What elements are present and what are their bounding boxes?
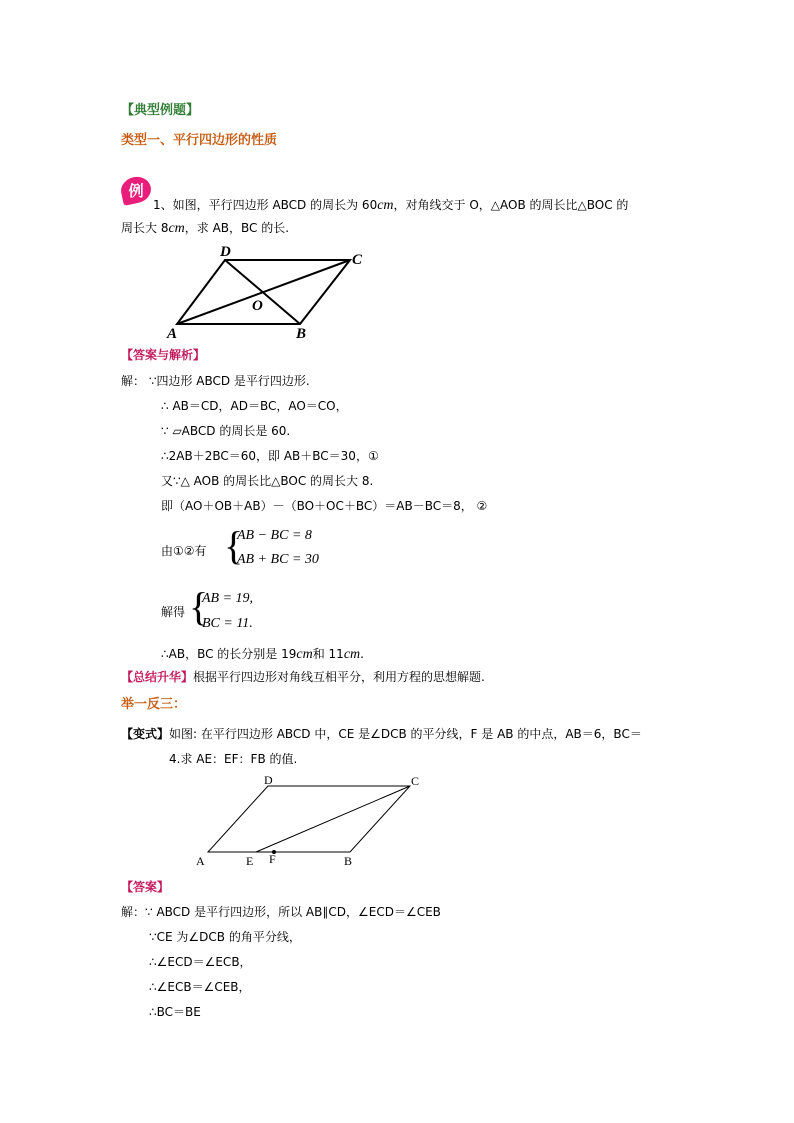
variant-label: 【变式】	[121, 727, 170, 741]
fig2-label-b: B	[344, 854, 353, 868]
summary-label: 【总结升华】	[121, 670, 194, 684]
system1-eq1: AB − BC = 8	[237, 528, 312, 543]
problem1-line1: 1、如图，平行四边形 ABCD 的周长为 60cm，对角线交于 O，△AOB 的周长比△BOC 的	[153, 198, 629, 213]
answer-line-5: ∴BC＝BE	[149, 1005, 201, 1019]
practice-heading: 举一反三：	[121, 697, 187, 712]
system1-eq2: AB + BC = 30	[237, 552, 319, 567]
fig2-label-c: C	[411, 774, 420, 788]
variant-text: 如图: 在平行四边形 ABCD 中，CE 是∠DCB 的平分线，F 是 AB 的中点，AB＝6，BC＝	[169, 727, 642, 741]
system1-prefix: 由①②有	[161, 544, 207, 558]
type1-heading: 类型一、平行四边形的性质	[121, 133, 278, 148]
solution-line-1: 解： ∵四边形 ABCD 是平行四边形.	[121, 374, 310, 388]
fig1-label-d: D	[220, 244, 231, 260]
system2-brace: {	[189, 584, 209, 629]
fig1-label-c: C	[352, 252, 363, 268]
answer-line-2: ∵CE 为∠DCB 的角平分线，	[149, 930, 301, 944]
variant-line-1	[121, 726, 642, 742]
answer-heading: 【答案】	[121, 880, 170, 894]
variant-line-2: 4.求 AE：EF：FB 的值.	[169, 752, 298, 766]
section-typical-heading: 【典型例题】	[121, 103, 200, 118]
fig2-label-f: F	[269, 852, 276, 866]
example-badge-icon: 例	[119, 174, 154, 206]
answer-analysis-heading: 【答案与解析】	[121, 348, 206, 362]
solution-line-2: ∴ AB＝CD，AD＝BC，AO＝CO，	[161, 399, 348, 413]
summary-line	[121, 669, 485, 685]
conclusion-line: ∴AB，BC 的长分别是 19cm和 11cm.	[161, 647, 364, 662]
parallelogram-figure-1	[165, 240, 375, 340]
answer-line-3: ∴∠ECD＝∠ECB，	[149, 955, 252, 969]
summary-text: 根据平行四边形对角线互相平分，利用方程的思想解题.	[193, 670, 485, 684]
fig1-label-o: O	[252, 298, 263, 314]
solution-line-4: ∴2AB＋2BC＝60，即 AB＋BC＝30，①	[161, 449, 379, 463]
solution-line-6: 即（AO＋OB＋AB）－（BO＋OC＋BC）＝AB－BC＝8， ②	[161, 499, 488, 513]
problem1-line2: 周长大 8cm，求 AB，BC 的长.	[121, 221, 290, 236]
system1-brace: {	[224, 523, 244, 568]
fig1-label-b: B	[296, 326, 307, 340]
solution-line-5: 又∵△ AOB 的周长比△BOC 的周长大 8.	[161, 474, 374, 488]
solution-line-3: ∵ ▱ABCD 的周长是 60.	[161, 424, 291, 438]
system2-eq1: AB = 19,	[202, 591, 254, 606]
system2-eq2: BC = 11.	[202, 616, 253, 631]
answer-line-1: 解：∵ ABCD 是平行四边形，所以 AB∥CD，∠ECD＝∠CEB	[121, 905, 441, 919]
system2-prefix: 解得	[161, 605, 186, 619]
parallelogram-figure-2	[190, 772, 430, 872]
answer-line-4: ∴∠ECB＝∠CEB，	[149, 980, 251, 994]
fig2-label-a: A	[196, 854, 205, 868]
fig1-label-a: A	[167, 326, 178, 340]
fig2-label-d: D	[264, 773, 273, 787]
fig2-label-e: E	[246, 854, 254, 868]
